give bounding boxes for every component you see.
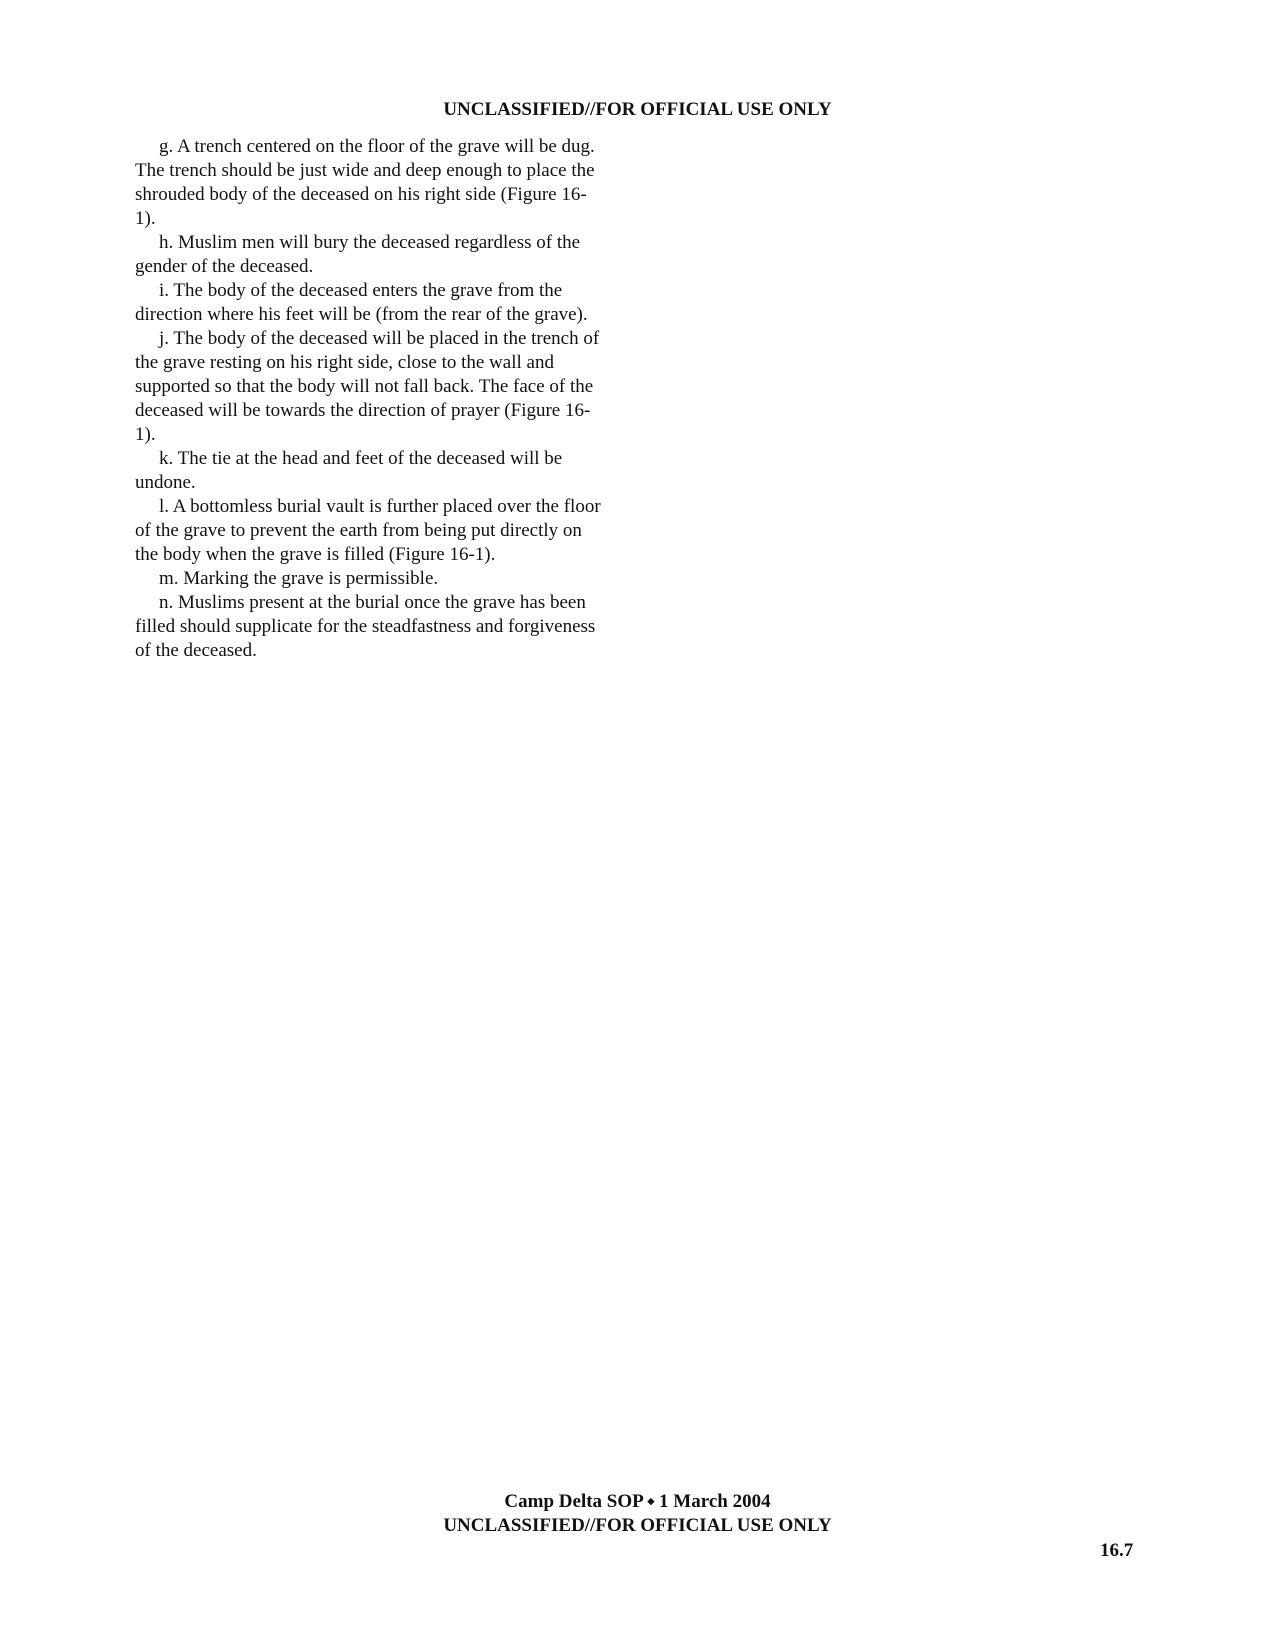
paragraph-l: l. A bottomless burial vault is further placed over the floor of the grave to prevent the earth from being put directly on the body when the grave is filled (Figure 16-1). [135,496,601,565]
body-column [135,135,605,663]
paragraph-j: j. The body of the deceased will be placed in the trench of the grave resting on his right side, close to the wall and supported so that the body will not fall back. The face of the deceased will be towards the direction of prayer (Figure 16-1). [135,328,600,445]
page-number: 16.7 [1100,1540,1134,1561]
footer-title: Camp Delta SOP ⬩ 1 March 2004 [504,1491,771,1512]
paragraph-k: k. The tie at the head and feet of the deceased will be undone. [135,448,563,493]
classification-footer: UNCLASSIFIED//FOR OFFICIAL USE ONLY [443,1515,832,1536]
paragraph-h: h. Muslim men will bury the deceased regardless of the gender of the deceased. [135,232,581,277]
paragraph-g: g. A trench centered on the floor of the grave will be dug. The trench should be just wide and deep enough to place the shrouded body of the deceased on his right side (Figure 16-1). [135,136,595,229]
paragraph-i: i. The body of the deceased enters the grave from the direction where his feet will be (from the rear of the grave). [135,280,588,325]
classification-header: UNCLASSIFIED//FOR OFFICIAL USE ONLY [443,99,832,120]
paragraph-m: m. Marking the grave is permissible. [159,568,439,589]
paragraph-n: n. Muslims present at the burial once the grave has been filled should supplicate for the steadfastness and forgiveness of the deceased. [135,592,596,661]
